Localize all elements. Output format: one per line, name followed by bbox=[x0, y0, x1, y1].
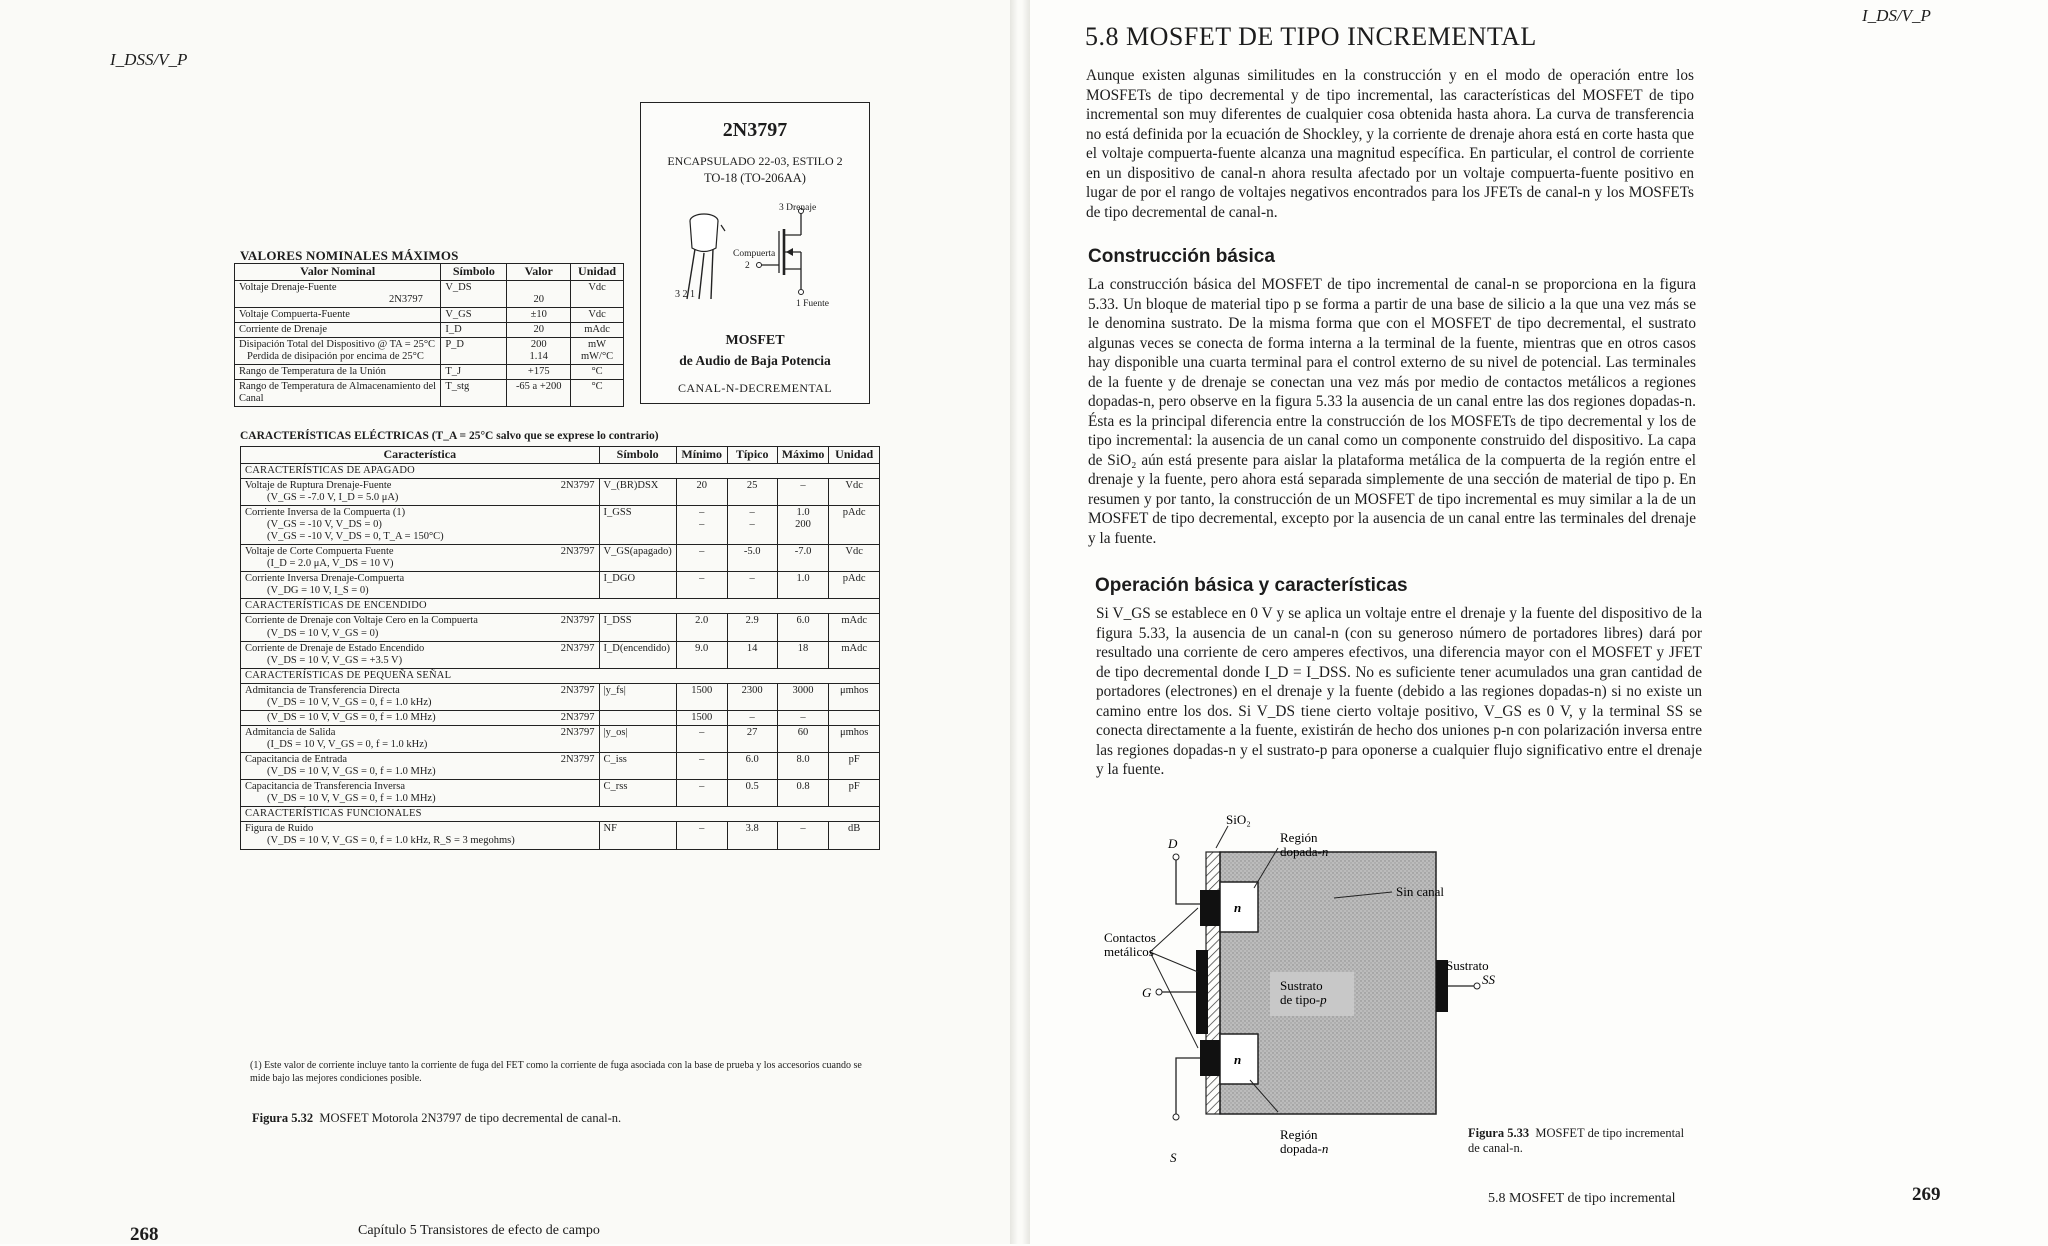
part-number-cell: 2N3797 bbox=[560, 546, 595, 558]
device-type-line2: de Audio de Baja Potencia bbox=[679, 353, 831, 368]
rating-symbol: V_DS bbox=[441, 280, 507, 307]
symbol-cell: I_DSS bbox=[599, 614, 676, 641]
section-row bbox=[241, 463, 880, 478]
header-maximo: Máximo bbox=[777, 447, 829, 464]
section-row bbox=[241, 807, 880, 822]
symbol-cell: I_D(encendido) bbox=[599, 641, 676, 668]
header-simbolo: Símbolo bbox=[441, 264, 507, 281]
table-row bbox=[241, 572, 880, 599]
part-number-cell: 2N3797 bbox=[560, 642, 595, 654]
table-row bbox=[241, 478, 880, 505]
typ-cell-value: 2300 bbox=[741, 684, 763, 696]
package-line2: TO-18 (TO-206AA) bbox=[704, 171, 806, 185]
typ-cell-value: 14 bbox=[746, 642, 758, 654]
label-region-top: Región dopada-n bbox=[1280, 830, 1329, 859]
min-cell-value: – bbox=[699, 726, 705, 738]
unit-cell: Vdc bbox=[829, 545, 880, 572]
part-number-cell: 2N3797 bbox=[560, 754, 595, 766]
max-cell bbox=[777, 822, 829, 849]
min-cell-value: – bbox=[699, 781, 705, 793]
min-cell-value: – bbox=[699, 823, 705, 835]
rating-name: Corriente de Drenaje bbox=[235, 322, 441, 337]
max-cell-value: 8.0 bbox=[796, 754, 810, 766]
min-cell bbox=[676, 505, 727, 544]
right-page-number: 269 bbox=[1912, 1184, 1941, 1205]
part-number-cell: 2N3797 bbox=[560, 479, 595, 491]
table-row bbox=[235, 380, 624, 407]
characteristic-cell bbox=[241, 753, 600, 780]
section-row bbox=[241, 668, 880, 683]
min-cell-value-2: – bbox=[699, 519, 705, 531]
symbol-cell: |y_os| bbox=[599, 725, 676, 752]
pin-numbers: 3 2 1 bbox=[675, 289, 695, 300]
max-cell bbox=[777, 710, 829, 725]
test-condition: (V_DS = 10 V, V_GS = 0, f = 1.0 MHz) bbox=[267, 766, 436, 778]
characteristic-cell bbox=[241, 545, 600, 572]
characteristic-cell bbox=[241, 478, 600, 505]
table-row bbox=[235, 365, 624, 380]
typ-cell bbox=[727, 822, 777, 849]
test-condition: (V_GS = -7.0 V, I_D = 5.0 μA) bbox=[267, 491, 399, 503]
min-cell bbox=[676, 780, 727, 807]
symbol-cell: V_(BR)DSX bbox=[599, 478, 676, 505]
typ-cell bbox=[727, 614, 777, 641]
symbol-cell: NF bbox=[599, 822, 676, 849]
max-cell bbox=[777, 725, 829, 752]
characteristic-cell bbox=[241, 641, 600, 668]
header-caracteristica: Característica bbox=[241, 447, 600, 464]
characteristic-name: Voltaje de Corte Compuerta Fuente bbox=[245, 546, 394, 558]
min-cell bbox=[676, 725, 727, 752]
min-cell bbox=[676, 822, 727, 849]
pin-source-label: 1 Fuente bbox=[796, 299, 829, 309]
typ-cell bbox=[727, 641, 777, 668]
label-n-bottom: n bbox=[1234, 1052, 1242, 1067]
typ-cell-value: 27 bbox=[746, 726, 758, 738]
header-minimo: Mínimo bbox=[676, 447, 727, 464]
characteristic-name: Corriente de Drenaje de Estado Encendido bbox=[245, 642, 425, 654]
characteristic-cell bbox=[241, 780, 600, 807]
book-gutter bbox=[1010, 0, 1030, 1244]
header-tipico: Típico bbox=[727, 447, 777, 464]
min-cell-value: 1500 bbox=[691, 684, 713, 696]
max-cell bbox=[777, 545, 829, 572]
characteristic-name: Admitancia de Salida bbox=[245, 726, 336, 738]
max-cell-value-2: 200 bbox=[795, 519, 811, 531]
rating-name: Disipación Total del Dispositivo @ TA = 25°C bbox=[239, 339, 436, 351]
left-page-number: 268 bbox=[130, 1224, 159, 1245]
symbol-cell: V_GS(apagado) bbox=[599, 545, 676, 572]
min-cell-value: 2.0 bbox=[695, 615, 709, 627]
caption-text: MOSFET de tipo incremental de canal-n. bbox=[1468, 1126, 1685, 1155]
max-cell bbox=[777, 683, 829, 710]
table-row bbox=[235, 338, 624, 365]
typ-cell bbox=[727, 725, 777, 752]
min-cell-value: 9.0 bbox=[695, 642, 709, 654]
typ-cell bbox=[727, 753, 777, 780]
typ-cell bbox=[727, 478, 777, 505]
rating-unit: Vdc bbox=[571, 280, 624, 307]
label-s: S bbox=[1170, 1150, 1177, 1165]
max-cell-value: 6.0 bbox=[796, 615, 810, 627]
symbol-cell: I_GSS bbox=[599, 505, 676, 544]
min-cell bbox=[676, 683, 727, 710]
gate-contact bbox=[1196, 950, 1208, 1034]
max-ratings-title: VALORES NOMINALES MÁXIMOS bbox=[240, 248, 459, 263]
min-cell-value: 20 bbox=[696, 479, 707, 491]
caption-label: Figura 5.32 bbox=[252, 1111, 314, 1125]
part-number-cell: 2N3797 bbox=[560, 726, 595, 738]
unit-cell: Vdc bbox=[829, 478, 880, 505]
section-title: CARACTERÍSTICAS DE APAGADO bbox=[241, 463, 880, 478]
symbol-cell: I_DGO bbox=[599, 572, 676, 599]
intro-paragraph: Aunque existen algunas similitudes en la construcción y en el modo de operación entre los MOSFETs de tipo decremental y de tipo incremental, las características del MOSFET de tipo incremental son muy diferentes de cualquier cosa obtenida hasta ahora. La curva de transferencia no está definida por la ecuación de Shockley, y la corriente de drenaje ahora está en corte hasta que el voltaje compuerta-fuente alcanza una magnitud específica. En particular, el control de corriente en un dispositivo de canal-n ahora resulta afectado por un voltaje compuerta-fuente positivo en lugar de por el rango de voltajes negativos encontrados para los JFETs de canal-n y los MOSFETs de tipo decremental de canal-n. bbox=[1086, 67, 1694, 221]
header-unidad: Unidad bbox=[829, 447, 880, 464]
unit-cell: μmhos bbox=[829, 683, 880, 710]
symbol-cell: C_iss bbox=[599, 753, 676, 780]
max-cell-value: 1.0 bbox=[796, 573, 810, 585]
pin-drain-label: 3 Drenaje bbox=[779, 203, 817, 213]
device-info-box bbox=[640, 102, 870, 404]
label-sio2: SiO₂ bbox=[1226, 812, 1251, 827]
characteristic-name: Corriente Inversa Drenaje-Compuerta bbox=[245, 573, 405, 585]
test-condition: (V_DS = 10 V, V_GS = 0, f = 1.0 MHz) bbox=[267, 793, 436, 805]
typ-cell-value: – bbox=[749, 573, 755, 585]
max-cell-value: 60 bbox=[797, 726, 809, 738]
table-row bbox=[241, 545, 880, 572]
section-title: 5.8 MOSFET DE TIPO INCREMENTAL bbox=[1085, 22, 1537, 51]
min-cell-value: – bbox=[699, 573, 705, 585]
typ-cell-value: 6.0 bbox=[745, 754, 759, 766]
characteristic-name: Capacitancia de Entrada bbox=[245, 754, 348, 766]
max-cell bbox=[777, 478, 829, 505]
characteristic-name: Voltaje de Ruptura Drenaje-Fuente bbox=[245, 479, 392, 491]
max-cell bbox=[777, 753, 829, 780]
table-row bbox=[241, 710, 880, 725]
device-type-line3: CANAL-N-DECREMENTAL bbox=[678, 381, 832, 395]
subhead-operacion: Operación básica y características bbox=[1095, 575, 1408, 596]
subhead-construccion: Construcción básica bbox=[1088, 246, 1275, 267]
characteristic-cell bbox=[241, 572, 600, 599]
section-title: CARACTERÍSTICAS DE ENCENDIDO bbox=[241, 599, 880, 614]
table-row bbox=[235, 280, 624, 307]
table-row bbox=[241, 683, 880, 710]
rating-unit-derating: mW/°C bbox=[580, 351, 614, 363]
table-row bbox=[241, 641, 880, 668]
max-cell-value: 18 bbox=[797, 642, 809, 654]
typ-cell-value: -5.0 bbox=[743, 546, 761, 558]
table-row bbox=[241, 780, 880, 807]
max-cell-value: 3000 bbox=[792, 684, 814, 696]
typ-cell-value: 0.5 bbox=[745, 781, 759, 793]
test-condition: (V_DS = 10 V, V_GS = 0, f = 1.0 kHz) bbox=[267, 696, 432, 708]
typ-cell bbox=[727, 710, 777, 725]
min-cell-value: 1500 bbox=[691, 711, 713, 723]
rating-value: 200 bbox=[530, 339, 547, 351]
label-contactos: Contactos metálicos bbox=[1104, 930, 1156, 959]
caption-text: MOSFET Motorola 2N3797 de tipo decremental de canal-n. bbox=[319, 1111, 622, 1125]
rating-name: Rango de Temperatura de Almacenamiento del Canal bbox=[235, 380, 441, 407]
caption-label: Figura 5.33 bbox=[1468, 1126, 1530, 1140]
rating-name: Voltaje Drenaje-Fuente bbox=[239, 281, 337, 293]
min-cell-value: – bbox=[699, 546, 705, 558]
test-condition: (V_DS = 10 V, V_GS = 0, f = 1.0 kHz, R_S = 3 megohms) bbox=[267, 835, 515, 847]
header-unidad: Unidad bbox=[571, 264, 624, 281]
unit-cell: pAdc bbox=[829, 505, 880, 544]
characteristic-name: Capacitancia de Transferencia Inversa bbox=[245, 781, 406, 793]
max-cell-value: -7.0 bbox=[794, 546, 812, 558]
device-type-line1: MOSFET bbox=[725, 333, 785, 348]
rating-value: ±10 bbox=[507, 307, 571, 322]
max-cell bbox=[777, 505, 829, 544]
unit-cell bbox=[829, 710, 880, 725]
characteristic-cell bbox=[241, 822, 600, 849]
test-condition: (V_DS = 10 V, V_GS = 0, f = 1.0 MHz) bbox=[267, 711, 436, 723]
enhancement-mosfet-diagram bbox=[1100, 812, 1520, 1172]
rating-symbol: I_D bbox=[441, 322, 507, 337]
header-simbolo: Símbolo bbox=[599, 447, 676, 464]
header-valor: Valor bbox=[507, 264, 571, 281]
max-cell-value: – bbox=[800, 711, 806, 723]
rating-symbol: V_GS bbox=[441, 307, 507, 322]
table-row bbox=[241, 614, 880, 641]
label-n-top: n bbox=[1234, 900, 1242, 915]
typ-cell-value: 3.8 bbox=[745, 823, 759, 835]
source-contact bbox=[1200, 1040, 1220, 1076]
part-number-cell: 2N3797 bbox=[560, 615, 595, 627]
characteristic-cell bbox=[241, 725, 600, 752]
typ-cell bbox=[727, 545, 777, 572]
table-row bbox=[235, 307, 624, 322]
unit-cell: pF bbox=[829, 780, 880, 807]
table-row bbox=[241, 725, 880, 752]
label-d: D bbox=[1168, 836, 1178, 851]
max-cell-value: 1.0 bbox=[796, 506, 810, 518]
characteristic-name: Corriente Inversa de la Compuerta (1) bbox=[245, 506, 406, 518]
rating-unit: °C bbox=[571, 365, 624, 380]
max-cell bbox=[777, 780, 829, 807]
characteristic-cell bbox=[241, 505, 600, 544]
typ-cell-value: 2.9 bbox=[745, 615, 759, 627]
test-condition: (V_DG = 10 V, I_S = 0) bbox=[267, 585, 369, 597]
rating-unit: °C bbox=[571, 380, 624, 407]
rating-symbol: P_D bbox=[441, 338, 507, 365]
typ-cell-value: – bbox=[749, 506, 755, 518]
rating-value-derating: 1.14 bbox=[529, 351, 548, 363]
rating-symbol: T_J bbox=[441, 365, 507, 380]
table-row bbox=[241, 753, 880, 780]
drain-contact bbox=[1200, 890, 1220, 926]
test-condition: (I_DS = 10 V, V_GS = 0, f = 1.0 kHz) bbox=[267, 739, 428, 751]
unit-cell: μmhos bbox=[829, 725, 880, 752]
min-cell bbox=[676, 641, 727, 668]
max-ratings-table bbox=[234, 263, 624, 407]
typ-cell bbox=[727, 683, 777, 710]
unit-cell: mAdc bbox=[829, 614, 880, 641]
characteristic-name: Figura de Ruido bbox=[245, 823, 314, 835]
footnote: (1) Este valor de corriente incluye tanto la corriente de fuga del FET como la corriente de fuga asociada con la base de prueba y los accesorios cuando se mide bajo las mejores condiciones posible. bbox=[250, 1060, 862, 1084]
package-line1: ENCAPSULADO 22-03, ESTILO 2 bbox=[667, 154, 843, 168]
unit-cell: pAdc bbox=[829, 572, 880, 599]
characteristic-cell bbox=[241, 710, 600, 725]
min-cell bbox=[676, 753, 727, 780]
rating-name: Rango de Temperatura de la Unión bbox=[235, 365, 441, 380]
label-sustrato-p: Sustrato de tipo-p bbox=[1280, 978, 1327, 1007]
label-sustrato-ss: Sustrato SS bbox=[1446, 958, 1495, 987]
max-cell-value: 0.8 bbox=[796, 781, 810, 793]
figure-5-33-caption bbox=[1468, 1126, 1696, 1156]
max-cell bbox=[777, 572, 829, 599]
max-cell bbox=[777, 614, 829, 641]
rating-symbol: T_stg bbox=[441, 380, 507, 407]
symbol-cell bbox=[599, 710, 676, 725]
table-row bbox=[241, 822, 880, 849]
section-row bbox=[241, 599, 880, 614]
right-running-head: I_DS/V_P bbox=[1862, 6, 1931, 25]
pin-gate-number: 2 bbox=[745, 261, 750, 271]
characteristic-name: Corriente de Drenaje con Voltaje Cero en la Compuerta bbox=[245, 615, 478, 627]
rating-value: 20 bbox=[507, 322, 571, 337]
symbol-cell: |y_fs| bbox=[599, 683, 676, 710]
label-sin-canal: Sin canal bbox=[1396, 884, 1445, 899]
min-cell-value: – bbox=[699, 754, 705, 766]
test-condition: (V_DS = 10 V, V_GS = 0) bbox=[267, 627, 379, 639]
left-footer: Capítulo 5 Transistores de efecto de campo bbox=[358, 1223, 600, 1238]
rating-value: -65 a +200 bbox=[507, 380, 571, 407]
construction-paragraph: La construcción básica del MOSFET de tipo incremental de canal-n se proporciona en la figura 5.33. Un bloque de material tipo p se forma a partir de una base de silicio a la que una vez más se le denomina sustrato. De la misma forma que con el MOSFET de tipo decremental, el sustrato algunas veces se conecta de forma interna a la terminal de la fuente, mientras que en otros casos hay disponible una cuarta terminal para el control externo de su nivel de potencial. Las terminales de la fuente y de drenaje se conectan una vez más por medio de contactos metálicos a regiones dopadas-n, pero observe en la figura 5.33 la ausencia de un canal entre las dos regiones dopadas-n. Ésta es la principal diferencia entre la construcción de los MOSFETs de tipo decremental y los de tipo incremental: la ausencia de un canal como un componente construido del dispositivo. La capa de SiO₂ aún está presente para aislar la plataforma metálica de la compuerta de la región entre el drenaje y la fuente, pero ahora está separada simplemente de una sección de material de tipo p. En resumen y por tanto, la construcción de un MOSFET de tipo incremental es muy similar a la de un MOSFET de tipo decremental, excepto por la ausencia de un canal entre las terminales del drenaje y la fuente. bbox=[1088, 276, 1696, 547]
characteristic-name: Admitancia de Transferencia Directa bbox=[245, 684, 400, 696]
characteristic-cell bbox=[241, 683, 600, 710]
max-cell bbox=[777, 641, 829, 668]
rating-unit: Vdc bbox=[571, 307, 624, 322]
symbol-cell: C_rss bbox=[599, 780, 676, 807]
rating-name: Voltaje Compuerta-Fuente bbox=[235, 307, 441, 322]
min-cell bbox=[676, 478, 727, 505]
part-number-cell: 2N3797 bbox=[560, 684, 595, 696]
electrical-table-body bbox=[241, 463, 880, 849]
table-row bbox=[241, 505, 880, 544]
typ-cell bbox=[727, 780, 777, 807]
operation-paragraph: Si V_GS se establece en 0 V y se aplica un voltaje entre el drenaje y la fuente del dispositivo de la figura 5.33, la ausencia de un canal-n (con su generoso número de portadores libres) dará por resultado una corriente de cero amperes efectivos, una diferencia mayor con el MOSFET y JFET de tipo decremental donde I_D = I_DSS. No es suficiente tener acumulados una gran cantidad de portadores (electrones) en el drenaje y la fuente (debido a las regiones dopadas-n) si no existe un camino entre los dos. Si V_DS tiene cierto voltaje positivo, V_GS es 0 V, y la terminal SS se conecta directamente a la fuente, existirán de hecho dos uniones p-n con polarización inversa entre las regiones dopadas-n y el sustrato-p para oponerse a cualquier flujo significativo entre el drenaje y la fuente. bbox=[1096, 605, 1702, 778]
rating-unit: mAdc bbox=[571, 322, 624, 337]
typ-cell bbox=[727, 505, 777, 544]
unit-cell: dB bbox=[829, 822, 880, 849]
rating-name-derating: Perdida de disipación por encima de 25°C bbox=[247, 351, 424, 363]
left-running-head: I_DSS/V_P bbox=[110, 50, 188, 69]
part-number: 2N3797 bbox=[722, 119, 788, 141]
min-cell-value: – bbox=[699, 506, 705, 518]
pin-gate-label: Compuerta bbox=[733, 249, 776, 259]
right-footer: 5.8 MOSFET de tipo incremental bbox=[1488, 1191, 1676, 1206]
min-cell bbox=[676, 710, 727, 725]
typ-cell bbox=[727, 572, 777, 599]
max-cell-value: – bbox=[800, 479, 806, 491]
test-condition: (I_D = 2.0 μA, V_DS = 10 V) bbox=[267, 558, 394, 570]
section-title: CARACTERÍSTICAS DE PEQUEÑA SEÑAL bbox=[241, 668, 880, 683]
typ-cell-value: 25 bbox=[746, 479, 758, 491]
section-title: CARACTERÍSTICAS FUNCIONALES bbox=[241, 807, 880, 822]
test-condition: (V_DS = 10 V, V_GS = +3.5 V) bbox=[267, 654, 403, 666]
unit-cell: mAdc bbox=[829, 641, 880, 668]
label-g: G bbox=[1142, 985, 1152, 1000]
rating-unit: mW bbox=[588, 339, 607, 351]
typ-cell-value-2: – bbox=[749, 519, 755, 531]
figure-5-32-caption bbox=[252, 1111, 621, 1126]
electrical-table bbox=[240, 446, 880, 850]
typ-cell-value: – bbox=[749, 711, 755, 723]
test-condition-2: (V_GS = -10 V, V_DS = 0, T_A = 150°C) bbox=[267, 531, 444, 543]
label-region-bottom: Región dopada-n bbox=[1280, 1127, 1329, 1156]
rating-part: 2N3797 bbox=[389, 293, 423, 305]
characteristic-cell bbox=[241, 614, 600, 641]
test-condition: (V_GS = -10 V, V_DS = 0) bbox=[267, 519, 382, 531]
header-valor-nominal: Valor Nominal bbox=[235, 264, 441, 281]
rating-value: +175 bbox=[507, 365, 571, 380]
max-cell-value: – bbox=[800, 823, 806, 835]
table-row bbox=[235, 322, 624, 337]
min-cell bbox=[676, 572, 727, 599]
unit-cell: pF bbox=[829, 753, 880, 780]
min-cell bbox=[676, 545, 727, 572]
part-number-cell: 2N3797 bbox=[560, 711, 595, 723]
min-cell bbox=[676, 614, 727, 641]
electrical-title: CARACTERÍSTICAS ELÉCTRICAS (T_A = 25°C salvo que se exprese lo contrario) bbox=[240, 430, 659, 442]
rating-value: 20 bbox=[507, 280, 571, 307]
